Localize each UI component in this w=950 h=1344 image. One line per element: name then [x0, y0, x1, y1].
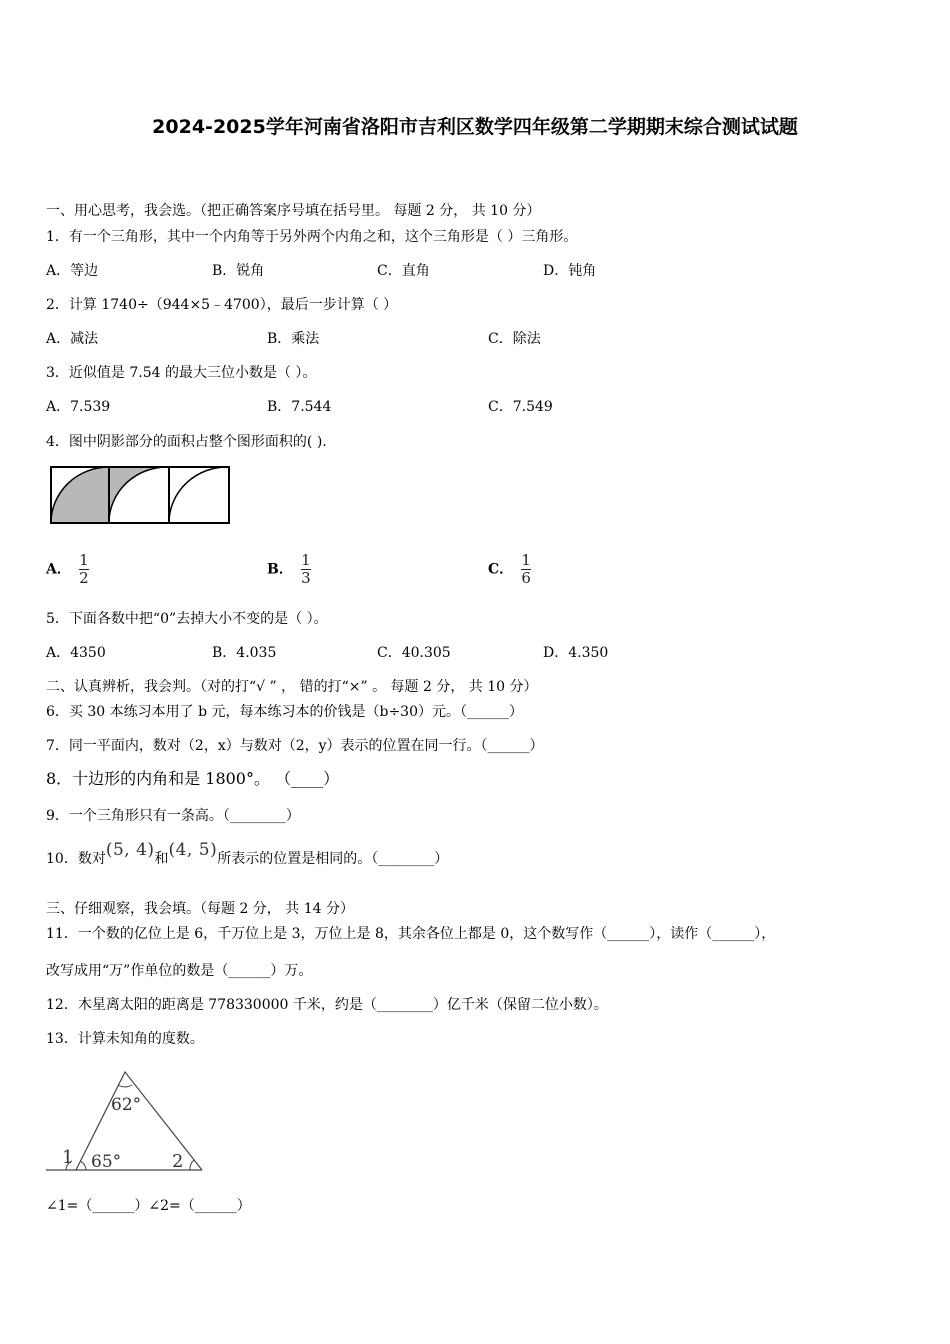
q1-option-d: D．钝角 — [543, 263, 597, 279]
q3-option-b: B．7.544 — [267, 399, 332, 415]
question-13-answer: ∠1=（______）∠2=（______） — [46, 1198, 251, 1214]
q5-option-d: D．4.350 — [543, 645, 609, 661]
question-8: 8．十边形的内角和是 1800°。 （____） — [46, 769, 340, 788]
question-11-line-2: 改写成用“万”作单位的数是（______）万。 — [46, 963, 313, 979]
section-3-header: 三、仔细观察，我会填。（每题 2 分， 共 14 分） — [46, 901, 354, 917]
q4-option-b — [267, 553, 311, 586]
fraction-one-half: $\frac{1}{2}$ — [79, 551, 89, 587]
angle-top-label: 62° — [111, 1095, 142, 1115]
q5-option-b: B．4.035 — [212, 645, 277, 661]
q4-option-b-letter: B． — [267, 561, 293, 578]
coordinate-pair-2: (4, 5) — [168, 840, 218, 860]
question-3: 3．近似值是 7.54 的最大三位小数是（ ）。 — [46, 365, 317, 381]
q10-suffix: 所表示的位置是相同的。（________） — [217, 851, 449, 867]
question-12: 12．木星离太阳的距离是 778330000 千米，约是（________）亿千米（保留二位小数）。 — [46, 997, 608, 1013]
section-2-header: 二、认真辨析，我会判。（对的打“√ ” ， 错的打“×” 。 每题 2 分， 共 10 分） — [46, 679, 538, 695]
question-5: 5．下面各数中把“0”去掉大小不变的是（ ）。 — [46, 611, 328, 627]
triangle-figure — [44, 1068, 208, 1176]
question-7: 7．同一平面内，数对（2，x）与数对（2，y）表示的位置在同一行。（______） — [46, 738, 544, 754]
coordinate-pair-1: (5, 4) — [105, 840, 155, 860]
question-11-line-1: 11．一个数的亿位上是 6，千万位上是 3，万位上是 8，其余各位上都是 0，这个数写作（______），读作（______）， — [46, 926, 776, 942]
question-13: 13．计算未知角的度数。 — [46, 1031, 204, 1047]
question-4: 4．图中阴影部分的面积占整个图形面积的( ). — [46, 434, 327, 450]
angle-left-label: 65° — [91, 1152, 122, 1172]
q3-option-a: A．7.539 — [46, 399, 111, 415]
q1-option-a: A．等边 — [46, 263, 99, 279]
angle-2-label: 2 — [172, 1151, 184, 1172]
q1-option-c: C．直角 — [377, 263, 430, 279]
q2-option-b: B．乘法 — [267, 331, 320, 347]
q2-option-c: C．除法 — [488, 331, 541, 347]
question-2: 2．计算 1740÷（944×5﹣4700），最后一步计算（ ） — [46, 297, 398, 313]
q10-prefix: 10．数对 — [46, 851, 106, 867]
q3-option-c: C．7.549 — [488, 399, 553, 415]
question-6: 6．买 30 本练习本用了 b 元，每本练习本的价钱是（b÷30）元。（______） — [46, 704, 523, 720]
q4-option-c-letter: C． — [488, 561, 514, 578]
fraction-one-sixth: $\frac{1}{6}$ — [521, 551, 531, 587]
question-1: 1．有一个三角形，其中一个内角等于另外两个内角之和，这个三角形是（ ）三角形。 — [46, 229, 578, 245]
fraction-one-third: $\frac{1}{3}$ — [301, 551, 311, 587]
angle-1-label: 1 — [62, 1147, 74, 1168]
q4-option-a-letter: A． — [46, 561, 71, 578]
q4-option-a — [46, 553, 89, 586]
q1-option-b: B．锐角 — [212, 263, 265, 279]
q4-figure — [49, 465, 233, 527]
section-1-header: 一、用心思考，我会选。（把正确答案序号填在括号里。 每题 2 分， 共 10 分） — [46, 203, 541, 219]
q4-option-c — [488, 553, 531, 586]
q5-option-a: A．4350 — [46, 645, 106, 661]
page-title: 2024-2025学年河南省洛阳市吉利区数学四年级第二学期期末综合测试试题 — [152, 116, 798, 138]
question-9: 9．一个三角形只有一条高。（________） — [46, 808, 300, 824]
q10-mid: 和 — [154, 851, 169, 867]
q5-option-c: C．40.305 — [377, 645, 451, 661]
q2-option-a: A．减法 — [46, 331, 99, 347]
question-10 — [46, 840, 449, 869]
